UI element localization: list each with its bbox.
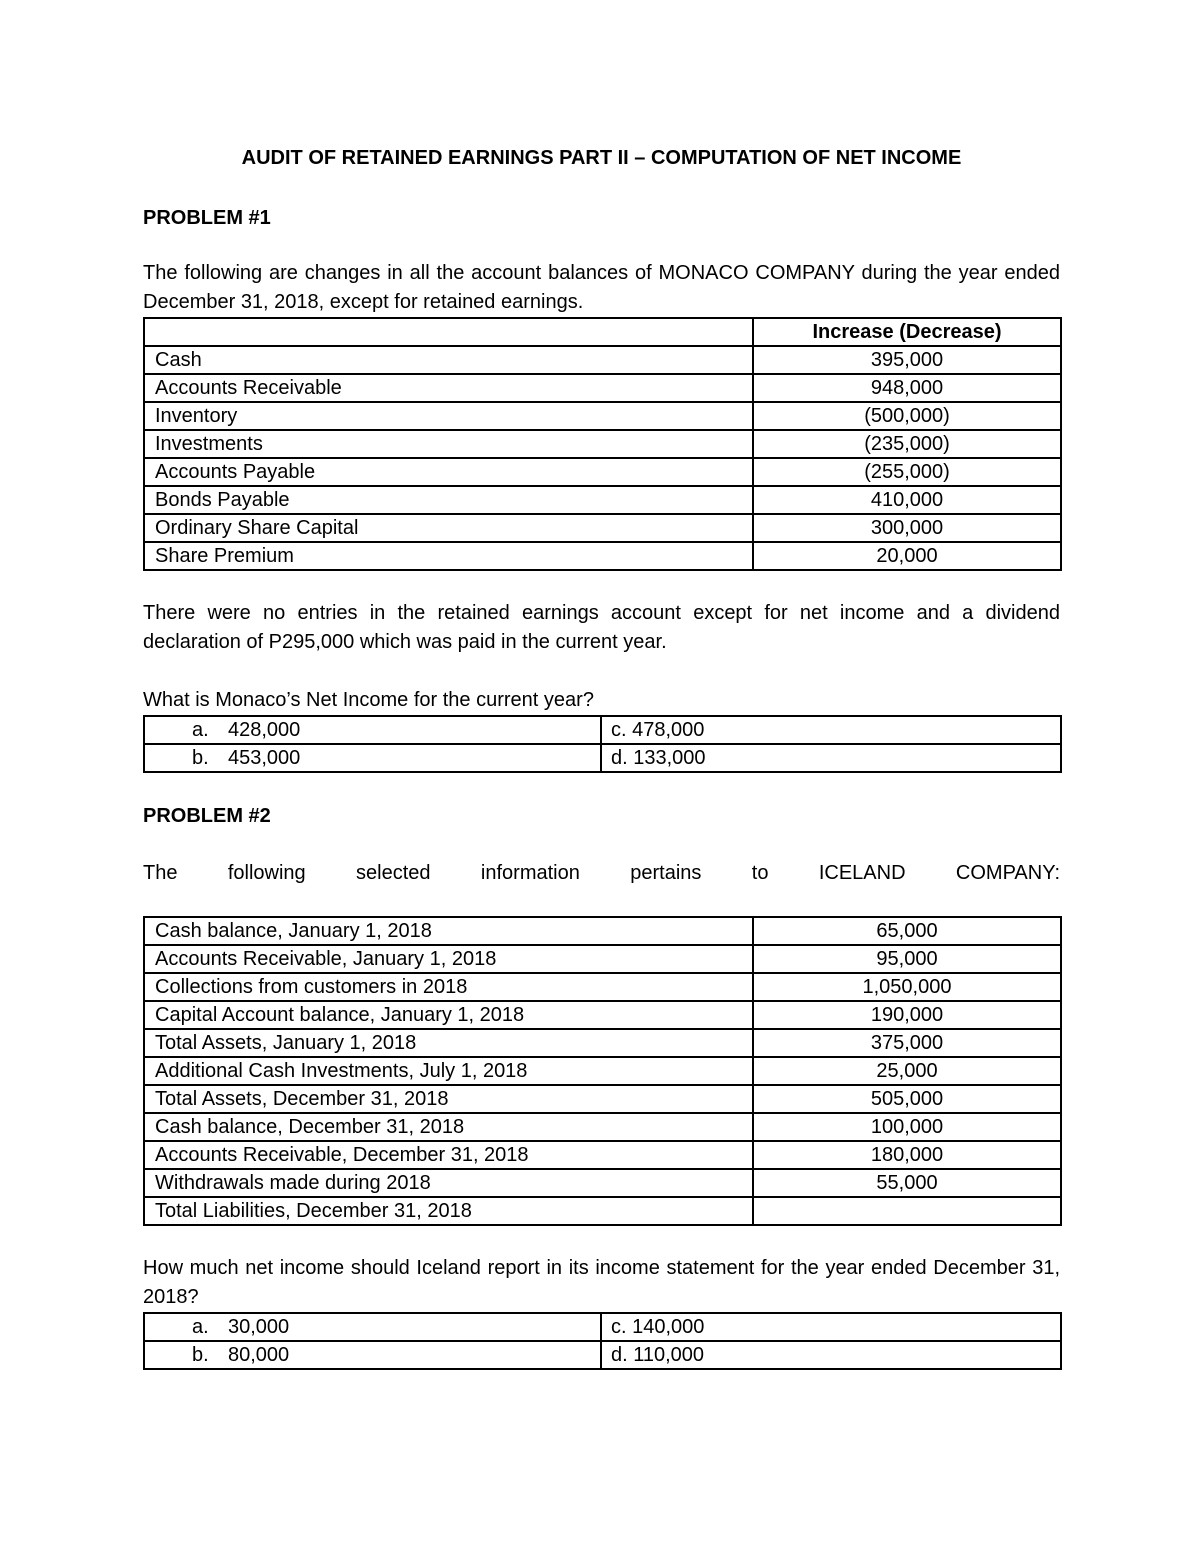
intro-word: following — [227, 862, 306, 884]
choice-b — [144, 744, 601, 772]
choice-b — [144, 1341, 601, 1369]
problem-1-heading: PROBLEM #1 — [143, 207, 271, 229]
document-title: AUDIT OF RETAINED EARNINGS PART II – COMPUTATION OF NET INCOME — [241, 147, 962, 169]
table-row — [144, 1113, 1061, 1141]
info-value: 100,000 — [753, 1113, 1061, 1141]
account-change: 300,000 — [753, 514, 1061, 542]
account-change: 410,000 — [753, 486, 1061, 514]
choice-d: d. 133,000 — [601, 744, 1061, 772]
table-row — [144, 374, 1061, 402]
account-change: 395,000 — [753, 346, 1061, 374]
info-label: Cash balance, December 31, 2018 — [144, 1113, 753, 1141]
info-label: Capital Account balance, January 1, 2018 — [144, 1001, 753, 1029]
info-label: Withdrawals made during 2018 — [144, 1169, 753, 1197]
problem-2-info-table — [143, 916, 1062, 1226]
choice-row — [144, 1313, 1061, 1341]
table-row — [144, 917, 1061, 945]
account-change: (235,000) — [753, 430, 1061, 458]
table-row — [144, 1001, 1061, 1029]
table-header-row — [144, 318, 1061, 346]
intro-word: pertains — [630, 862, 702, 884]
info-value: 1,050,000 — [753, 973, 1061, 1001]
choice-c: c. 478,000 — [601, 716, 1061, 744]
choice-row — [144, 716, 1061, 744]
choice-letter: a. — [192, 719, 209, 741]
choice-row — [144, 744, 1061, 772]
table-row — [144, 1029, 1061, 1057]
info-value — [753, 1197, 1061, 1225]
table-row — [144, 430, 1061, 458]
problem-1-note: There were no entries in the retained earnings account except for net income and a dividend declaration of P295,000 which was paid in the current year. — [143, 602, 1060, 653]
account-label: Share Premium — [144, 542, 753, 570]
info-label: Total Assets, December 31, 2018 — [144, 1085, 753, 1113]
table-row — [144, 1141, 1061, 1169]
info-value: 65,000 — [753, 917, 1061, 945]
intro-word: ICELAND — [818, 862, 906, 884]
account-label: Ordinary Share Capital — [144, 514, 753, 542]
info-label: Cash balance, January 1, 2018 — [144, 917, 753, 945]
table-row — [144, 402, 1061, 430]
intro-word: to — [751, 862, 769, 884]
choice-value: 428,000 — [228, 719, 301, 741]
account-label: Inventory — [144, 402, 753, 430]
table-row — [144, 542, 1061, 570]
account-label: Bonds Payable — [144, 486, 753, 514]
choice-value: 453,000 — [228, 747, 301, 769]
choice-letter: b. — [192, 1344, 209, 1366]
info-label: Accounts Receivable, January 1, 2018 — [144, 945, 753, 973]
account-label: Accounts Receivable — [144, 374, 753, 402]
problem-1-choices — [143, 715, 1062, 773]
choice-c: c. 140,000 — [601, 1313, 1061, 1341]
column-header-increase-decrease: Increase (Decrease) — [753, 318, 1061, 346]
problem-2-heading: PROBLEM #2 — [143, 805, 271, 827]
account-change: 948,000 — [753, 374, 1061, 402]
table-row — [144, 1057, 1061, 1085]
intro-word: selected — [356, 862, 431, 884]
table-row — [144, 1169, 1061, 1197]
choice-letter: b. — [192, 747, 209, 769]
problem-2-question: How much net income should Iceland report in its income statement for the year ended December 31, 2018? — [143, 1257, 1060, 1308]
info-value: 95,000 — [753, 945, 1061, 973]
table-row — [144, 514, 1061, 542]
info-value: 25,000 — [753, 1057, 1061, 1085]
table-row — [144, 346, 1061, 374]
info-value: 375,000 — [753, 1029, 1061, 1057]
account-label: Accounts Payable — [144, 458, 753, 486]
choice-value: 30,000 — [228, 1316, 290, 1338]
table-row — [144, 1197, 1061, 1225]
info-label: Accounts Receivable, December 31, 2018 — [144, 1141, 753, 1169]
info-label: Collections from customers in 2018 — [144, 973, 753, 1001]
table-row — [144, 458, 1061, 486]
info-label: Additional Cash Investments, July 1, 2018 — [144, 1057, 753, 1085]
table-row — [144, 945, 1061, 973]
intro-word: The — [143, 862, 178, 884]
problem-1-question: What is Monaco’s Net Income for the current year? — [143, 689, 594, 711]
info-label: Total Liabilities, December 31, 2018 — [144, 1197, 753, 1225]
intro-word: COMPANY: — [955, 862, 1060, 884]
account-change: 20,000 — [753, 542, 1061, 570]
choice-letter: a. — [192, 1316, 209, 1338]
info-value: 180,000 — [753, 1141, 1061, 1169]
account-change: (500,000) — [753, 402, 1061, 430]
account-label: Investments — [144, 430, 753, 458]
table-row — [144, 486, 1061, 514]
table-row — [144, 973, 1061, 1001]
choice-a — [144, 1313, 601, 1341]
problem-1-intro: The following are changes in all the account balances of MONACO COMPANY during the year ended December 31, 2018, except for retained earnings. — [143, 262, 1060, 313]
problem-2-intro — [143, 858, 1060, 888]
info-value: 55,000 — [753, 1169, 1061, 1197]
choice-value: 80,000 — [228, 1344, 290, 1366]
table-row — [144, 1085, 1061, 1113]
choice-a — [144, 716, 601, 744]
document-body — [143, 143, 1060, 1370]
problem-2-choices — [143, 1312, 1062, 1370]
intro-word: information — [480, 862, 580, 884]
table-header-blank — [144, 318, 753, 346]
choice-row — [144, 1341, 1061, 1369]
account-change: (255,000) — [753, 458, 1061, 486]
info-value: 190,000 — [753, 1001, 1061, 1029]
info-value: 505,000 — [753, 1085, 1061, 1113]
info-label: Total Assets, January 1, 2018 — [144, 1029, 753, 1057]
problem-1-balance-table — [143, 317, 1062, 571]
choice-d: d. 110,000 — [601, 1341, 1061, 1369]
account-label: Cash — [144, 346, 753, 374]
